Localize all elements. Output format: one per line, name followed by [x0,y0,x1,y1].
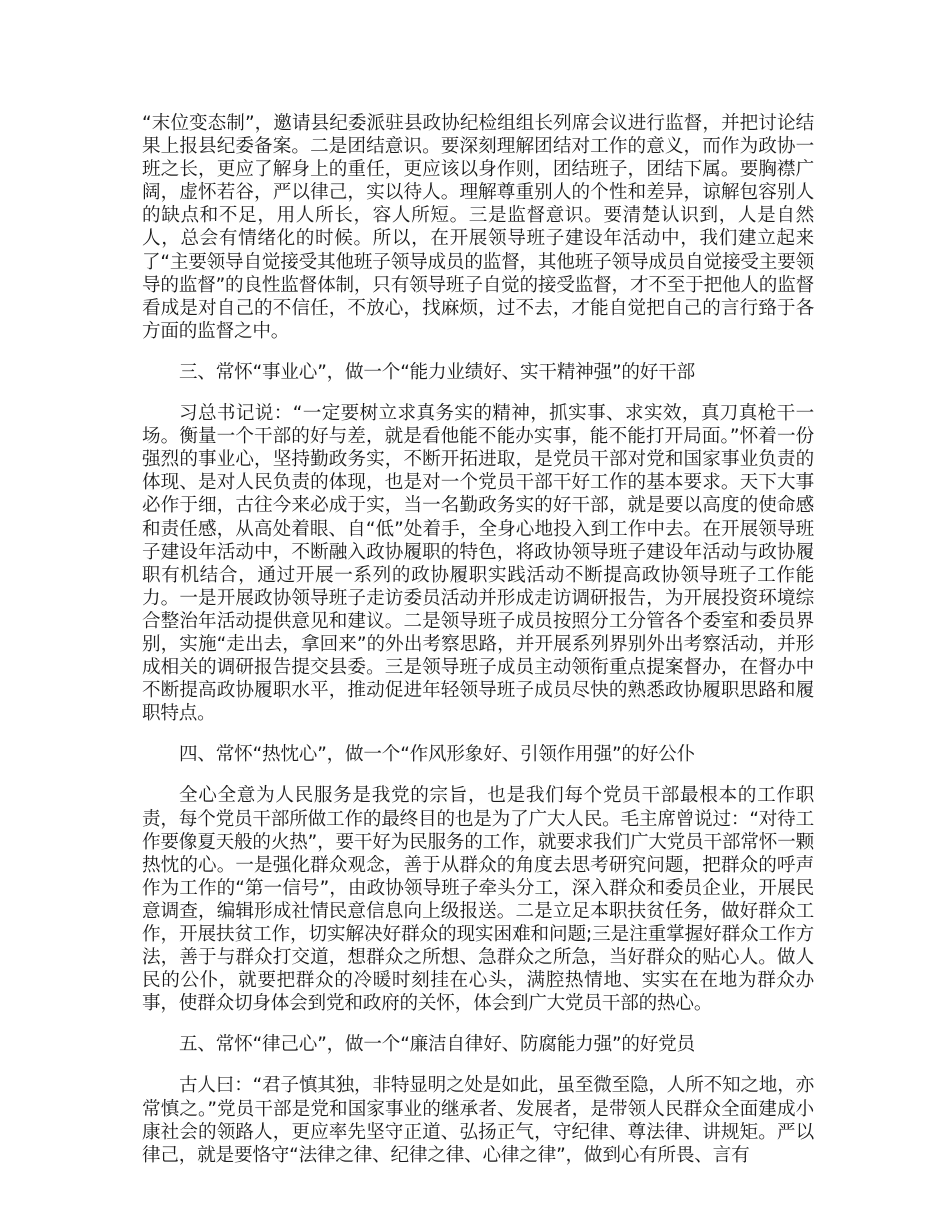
body-paragraph-2: 习总书记说：“一定要树立求真务实的精神，抓实事、求实效，真刀真枪干一场。衡量一个干部的好与差，就是看他能不能办实事，能不能打开局面。”怀着一份强烈的事业心，坚持勤政务实，不断开拓进取，是党员干部对党和国家事业负责的体现、是对人民负责的体现，也是对一个党员干部干好工作的基本要求。天下大事必作于细，古往今来必成于实，当一名勤政务实的好干部，就是要以高度的使命感和责任感，从高处着眼、自“低”处着手，全身心地投入到工作中去。在开展领导班子建设年活动中，不断融入政协履职的特色，将政协领导班子建设年活动与政协履职有机结合，通过开展一系列的政协履职实践活动不断提高政协领导班子工作能力。一是开展政协领导班子走访委员活动并形成走访调研报告，为开展投资环境综合整治年活动提供意见和建议。二是领导班子成员按照分工分管各个委室和委员界别，实施“走出去，拿回来”的外出考察思路，并开展系列界别外出考察活动，并形成相关的调研报告提交县委。三是领导班子成员主动领衔重点提案督办，在督办中不断提高政协履职水平，推动促进年轻领导班子成员尽快的熟悉政协履职思路和履职特点。 [142,403,814,725]
section-heading-4: 四、常怀“热忱心”，做一个“作风形象好、引领作用强”的好公仆 [179,744,695,766]
body-paragraph-3: 全心全意为人民服务是我党的宗旨，也是我们每个党员干部最根本的工作职责，每个党员干部所做工作的最终目的也是为了广大人民。毛主席曾说过：“对待工作要像夏天般的火热”，要干好为民服务的工作，就要求我们广大党员干部常怀一颗热忱的心。一是强化群众观念，善于从群众的角度去思考研究问题，把群众的呼声作为工作的“第一信号”，由政协领导班子牵头分工，深入群众和委员企业，开展民意调查，编辑形成社情民意信息向上级报送。二是立足本职扶贫任务，做好群众工作，开展扶贫工作，切实解决好群众的现实困难和问题;三是注重掌握好群众工作方法，善于与群众打交道，想群众之所想、急群众之所急，当好群众的贴心人。做人民的公仆，就要把群众的冷暖时刻挂在心头，满腔热情地、实实在在地为群众办事，使群众切身体会到党和政府的关怀，体会到广大党员干部的热心。 [142,785,814,1015]
section-heading-3: 三、常怀“事业心”，做一个“能力业绩好、实干精神强”的好干部 [179,361,695,383]
body-paragraph-1: “末位变态制”，邀请县纪委派驻县政协纪检组组长列席会议进行监督，并把讨论结果上报县纪委备案。二是团结意识。要深刻理解团结对工作的意义，而作为政协一班之长，更应了解身上的重任，更应该以身作则，团结班子，团结下属。要胸襟广阔，虚怀若谷，严以律己，实以待人。理解尊重别人的个性和差异，谅解包容别人的缺点和不足，用人所长，容人所短。三是监督意识。要清楚认识到，人是自然人，总会有情绪化的时候。所以，在开展领导班子建设年活动中，我们建立起来了“主要领导自觉接受其他班子领导成员的监督，其他班子领导成员自觉接受主要领导的监督”的良性监督体制，只有领导班子自觉的接受监督，才不至于把他人的监督看成是对自己的不信任，不放心，找麻烦，过不去，才能自觉把自己的言行臵于各方面的监督之中。 [142,113,814,342]
body-paragraph-4: 古人曰：“君子慎其独，非特显明之处是如此，虽至微至隐，人所不知之地，亦常慎之。”党员干部是党和国家事业的继承者、发展者，是带领人民群众全面建成小康社会的领路人，更应率先坚守正道、弘扬正气，守纪律、尊法律、讲规矩。严以律己，就是要恪守“法律之律、纪律之律、心律之律”，做到心有所畏、言有 [142,1075,814,1166]
section-heading-5: 五、常怀“律己心”，做一个“廉洁自律好、防腐能力强”的好党员 [179,1034,695,1056]
document-page [142,112,814,1185]
